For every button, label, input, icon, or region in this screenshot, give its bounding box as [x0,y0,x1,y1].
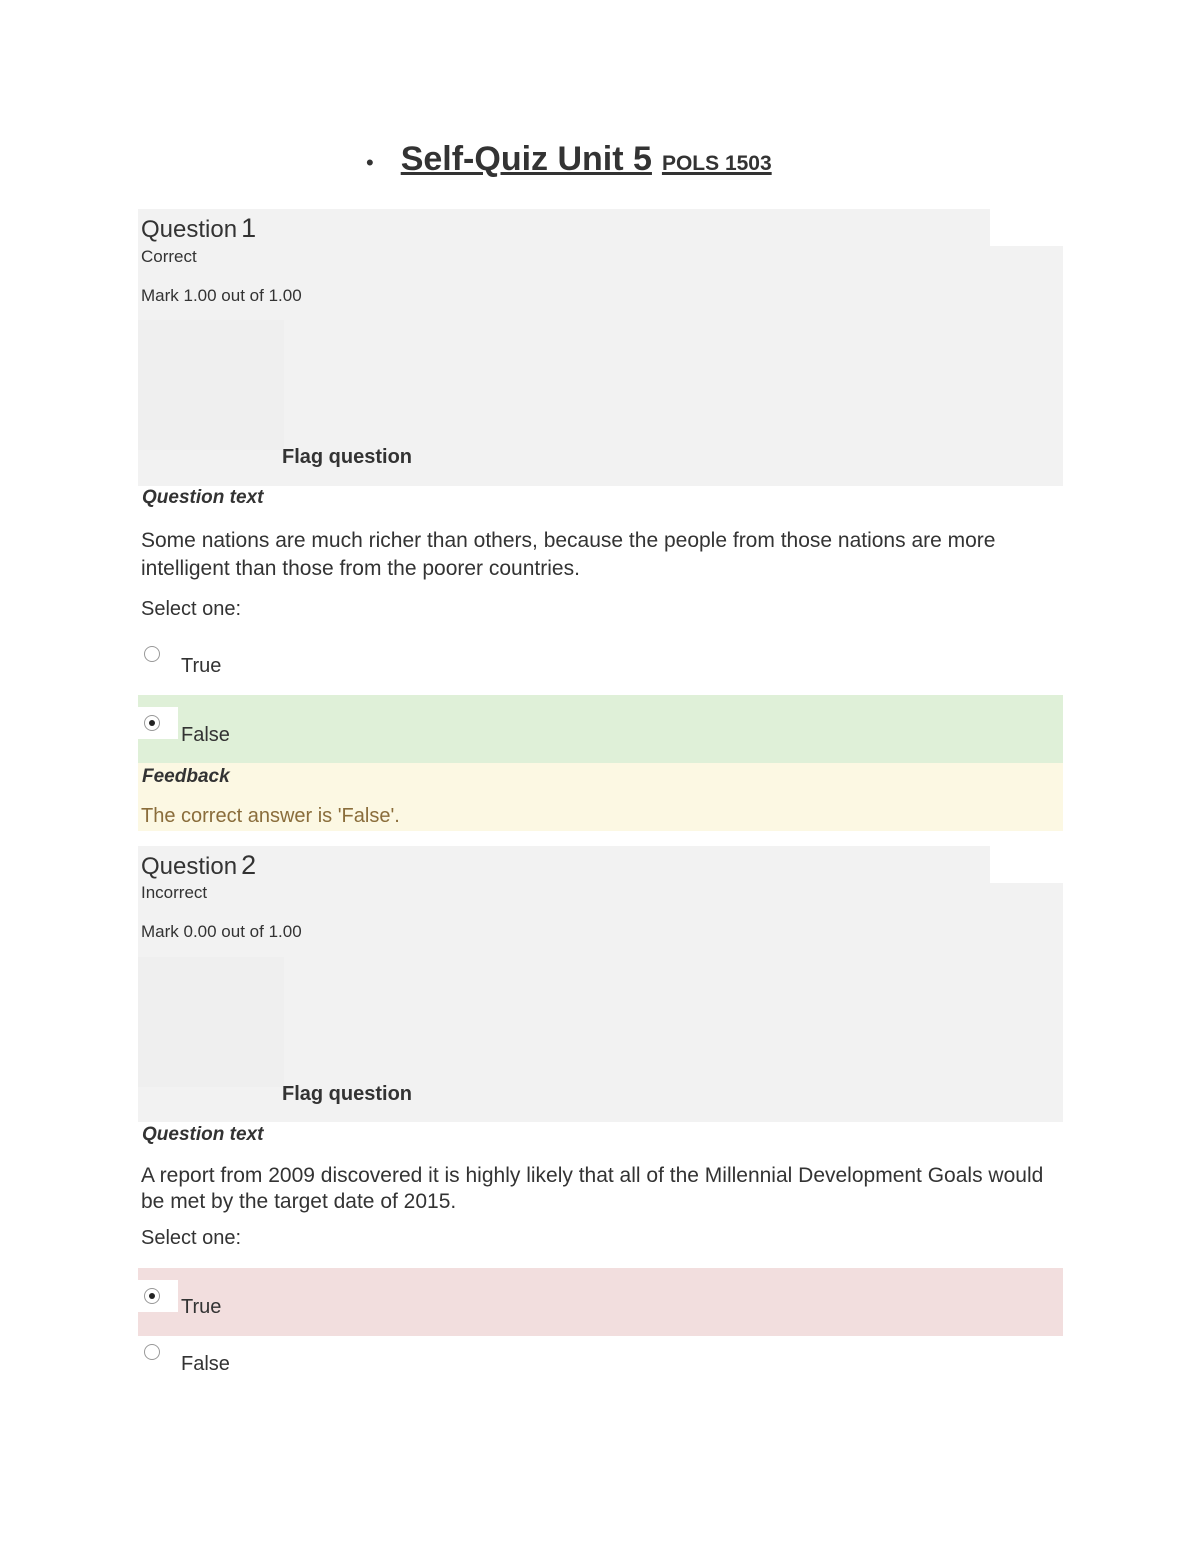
question-2-flag-button[interactable]: Flag question [282,1083,412,1105]
question-2-heading [141,850,256,881]
question-2-number: 2 [241,850,257,880]
question-2-option-false-label[interactable]: False [181,1353,230,1375]
question-2-option-false-radio[interactable] [144,1344,160,1360]
question-2-state: Incorrect [141,883,208,902]
question-1-info-top [138,209,990,246]
question-2-option-true[interactable] [138,1268,1063,1336]
question-2-flag-icon[interactable] [138,957,284,1087]
question-1-heading [141,213,256,244]
page-header [366,140,772,179]
question-2-option-true-label[interactable]: True [181,1296,222,1318]
question-1-option-false-label[interactable]: False [181,724,230,746]
question-1-flag-button[interactable]: Flag question [282,446,412,468]
question-1-text: Some nations are much richer than others, because the people from those nations are more intelligent than those from the poorer countries. [141,529,996,580]
question-1-option-true-label[interactable]: True [181,655,222,677]
question-1-option-false-radio[interactable] [144,715,160,731]
question-1-text-label: Question text [142,487,264,508]
question-1-number: 1 [241,213,257,243]
quiz-title: Self-Quiz Unit 5 [400,140,652,178]
question-2-mark: Mark 0.00 out of 1.00 [141,922,302,941]
course-code: POLS 1503 [661,152,772,175]
question-1-state: Correct [141,247,197,266]
question-2-option-true-radio[interactable] [144,1288,160,1304]
question-1-feedback-label: Feedback [142,766,230,787]
question-2-text: A report from 2009 discovered it is highly likely that all of the Millennial Development Goals would be met by the target date of 2015. [141,1164,1044,1213]
question-2-info-top [138,846,990,883]
question-2-option-false[interactable] [138,1336,1063,1386]
question-1-mark: Mark 1.00 out of 1.00 [141,286,302,305]
question-1-option-false[interactable] [138,695,1063,763]
question-1-label: Question [141,216,238,243]
title-bullet: • [366,150,374,175]
question-1-option-true[interactable] [138,638,1063,688]
question-1-option-true-radio[interactable] [144,646,160,662]
question-2-select-label: Select one: [141,1227,242,1249]
question-1-flag-icon[interactable] [138,320,284,450]
page-title[interactable] [401,140,772,179]
question-2-text-label: Question text [142,1124,264,1145]
question-1-feedback [138,763,1063,831]
question-1-select-label: Select one: [141,598,242,620]
question-2-label: Question [141,853,238,880]
question-1-feedback-text: The correct answer is 'False'. [141,805,400,827]
